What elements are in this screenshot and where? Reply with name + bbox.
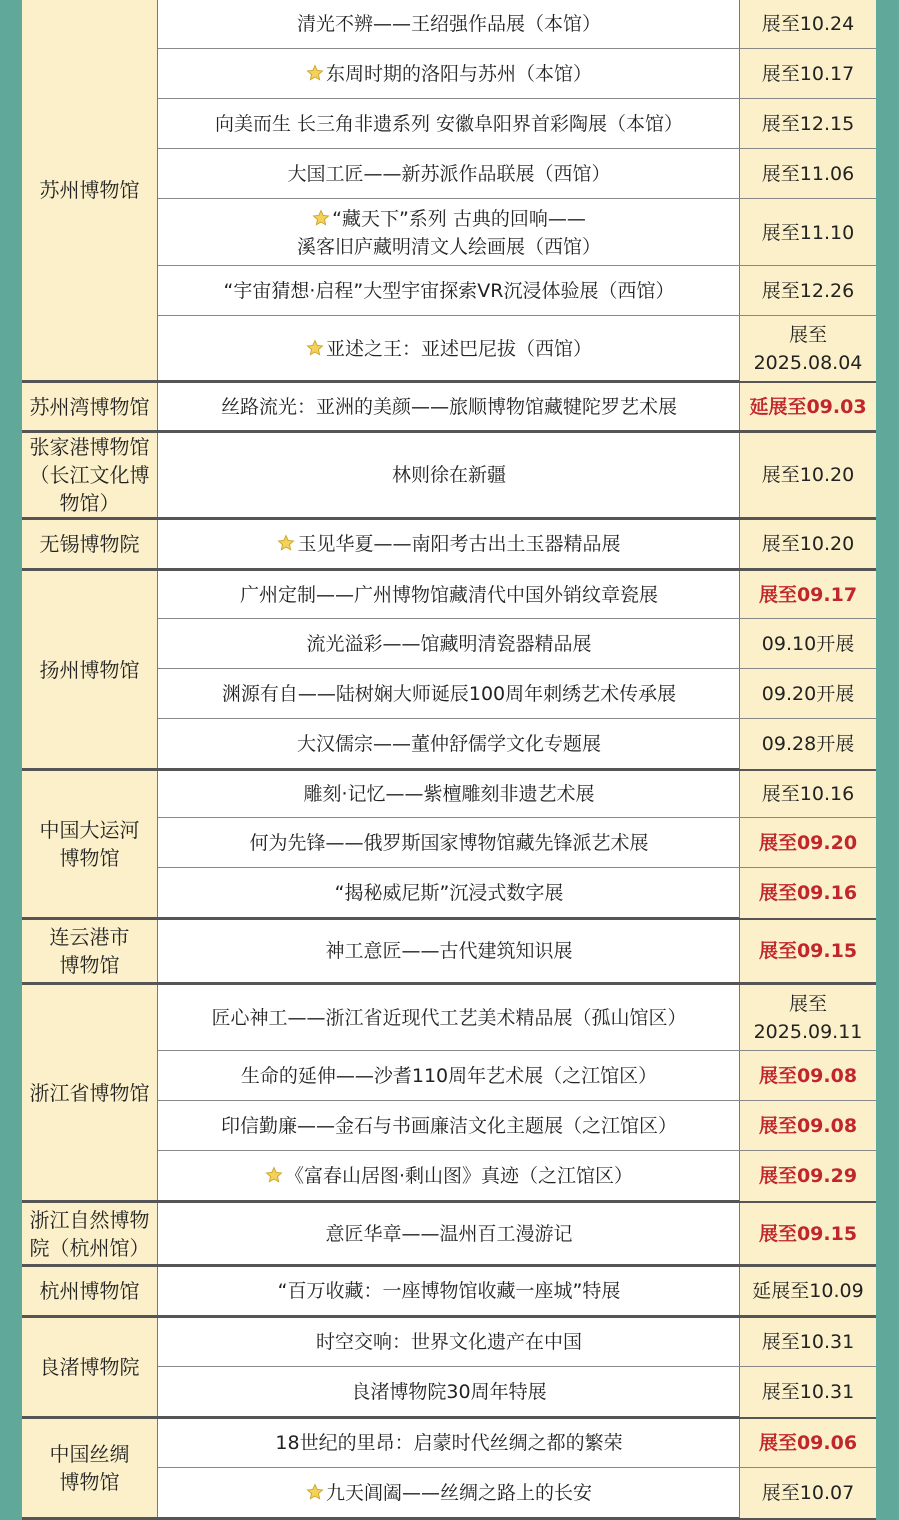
exhibit-title xyxy=(158,1468,740,1518)
exhibit-title-text: 神工意匠——古代建筑知识展 xyxy=(325,940,573,962)
exhibit-date: 展至09.08 xyxy=(739,1101,876,1151)
exhibit-title xyxy=(158,1367,740,1417)
exhibit-date: 展至10.20 xyxy=(739,433,876,517)
exhibit-title-text: 亚述之王：亚述巴尼拔（西馆） xyxy=(325,337,592,360)
exhibit-title xyxy=(158,818,740,868)
exhibit-title xyxy=(158,1267,740,1315)
exhibit-title-text: “宇宙猜想·启程”大型宇宙探索VR沉浸体验展（西馆） xyxy=(223,280,675,302)
exhibit-row xyxy=(158,571,876,618)
exhibit-row xyxy=(158,1100,876,1151)
museum-group xyxy=(22,985,876,1203)
exhibit-title-text: 何为先锋——俄罗斯国家博物馆藏先锋派艺术展 xyxy=(249,832,649,854)
exhibit-title xyxy=(158,669,740,719)
exhibit-title-text: 大汉儒宗——董仲舒儒学文化专题展 xyxy=(296,733,601,755)
exhibit-row xyxy=(158,383,876,430)
museum-name: 浙江自然博物院（杭州馆） xyxy=(22,1203,158,1264)
exhibit-date: 展至10.16 xyxy=(739,771,876,817)
exhibit-date: 展至10.31 xyxy=(739,1318,876,1366)
exhibit-title-text: 印信勤廉——金石与书画廉洁文化主题展（之江馆区） xyxy=(220,1115,677,1137)
exhibit-row xyxy=(158,920,876,982)
exhibit-date: 展至10.20 xyxy=(739,520,876,568)
exhibit-title xyxy=(158,619,740,669)
exhibit-title xyxy=(158,1051,740,1101)
star-icon xyxy=(306,339,324,357)
museum-name: 苏州湾博物馆 xyxy=(22,383,158,430)
exhibit-date: 展至09.08 xyxy=(739,1051,876,1101)
museum-group xyxy=(22,771,876,920)
exhibit-date: 展至10.31 xyxy=(739,1367,876,1417)
exhibit-title xyxy=(158,1101,740,1151)
exhibit-title xyxy=(158,0,740,48)
museum-name: 中国大运河 博物馆 xyxy=(22,771,158,917)
star-icon xyxy=(265,1166,283,1184)
museum-name: 张家港博物馆（长江文化博物馆） xyxy=(22,433,158,517)
exhibit-title xyxy=(158,266,740,316)
museum-group xyxy=(22,383,876,433)
museum-name: 中国丝绸 博物馆 xyxy=(22,1419,158,1517)
exhibit-row xyxy=(158,1419,876,1467)
star-icon xyxy=(277,534,295,552)
exhibit-title xyxy=(158,1419,740,1467)
exhibit-row xyxy=(158,198,876,266)
exhibit-row xyxy=(158,520,876,568)
exhibit-title xyxy=(158,1203,740,1264)
exhibit-title-text: “揭秘威尼斯”沉浸式数字展 xyxy=(334,882,564,904)
exhibit-title-text: 良渚博物院30周年特展 xyxy=(351,1381,547,1403)
exhibit-title xyxy=(158,985,740,1050)
exhibit-row xyxy=(158,1366,876,1417)
exhibit-date: 展至11.06 xyxy=(739,149,876,199)
exhibit-title-text: 雕刻·记忆——紫檀雕刻非遗艺术展 xyxy=(303,783,595,805)
exhibit-row xyxy=(158,433,876,517)
star-icon xyxy=(312,209,330,227)
exhibit-title xyxy=(158,149,740,199)
exhibit-row xyxy=(158,265,876,316)
exhibit-date: 09.28开展 xyxy=(739,719,876,769)
exhibit-row xyxy=(158,985,876,1050)
exhibit-date: 09.10开展 xyxy=(739,619,876,669)
exhibit-title xyxy=(158,433,740,517)
exhibit-title-text: 匠心神工——浙江省近现代工艺美术精品展（孤山馆区） xyxy=(211,1006,687,1029)
exhibit-date: 展至09.15 xyxy=(739,920,876,982)
exhibit-title-text: “藏天下”系列 古典的回响—— 溪客旧庐藏明清文人绘画展（西馆） xyxy=(296,207,601,258)
exhibit-date: 展至09.20 xyxy=(739,818,876,868)
museum-group xyxy=(22,1318,876,1419)
museum-group xyxy=(22,1203,876,1267)
exhibit-row xyxy=(158,48,876,99)
exhibit-row xyxy=(158,668,876,719)
exhibit-row xyxy=(158,718,876,769)
museum-group xyxy=(22,1419,876,1520)
exhibit-row xyxy=(158,1267,876,1315)
exhibit-date: 延展至09.03 xyxy=(739,383,876,430)
exhibit-title-text: 生命的延伸——沙耆110周年艺术展（之江馆区） xyxy=(240,1065,658,1087)
exhibit-title xyxy=(158,99,740,149)
exhibit-title-text: 大国工匠——新苏派作品联展（西馆） xyxy=(287,163,611,185)
exhibit-title xyxy=(158,383,740,430)
museum-group xyxy=(22,1267,876,1318)
exhibit-row xyxy=(158,1050,876,1101)
exhibit-title-text: 时空交响：世界文化遗产在中国 xyxy=(315,1331,582,1353)
exhibit-title xyxy=(158,520,740,568)
museum-name: 苏州博物馆 xyxy=(22,0,158,380)
museum-group xyxy=(22,433,876,520)
exhibit-date: 展至11.10 xyxy=(739,199,876,266)
exhibit-row xyxy=(158,1467,876,1518)
exhibit-title xyxy=(158,868,740,918)
exhibit-title-text: 18世纪的里昂：启蒙时代丝绸之都的繁荣 xyxy=(275,1432,623,1454)
exhibit-date: 展至09.16 xyxy=(739,868,876,918)
museum-name: 无锡博物院 xyxy=(22,520,158,568)
exhibit-row xyxy=(158,618,876,669)
exhibit-row xyxy=(158,1318,876,1366)
exhibit-title-text: 《富春山居图·剩山图》真迹（之江馆区） xyxy=(284,1165,634,1187)
exhibit-row xyxy=(158,148,876,199)
exhibit-row xyxy=(158,0,876,48)
museum-group xyxy=(22,520,876,571)
exhibit-date: 展至 2025.09.11 xyxy=(739,985,876,1050)
exhibit-title-text: 九天阊阖——丝绸之路上的长安 xyxy=(325,1482,592,1504)
exhibit-row xyxy=(158,867,876,918)
exhibit-title xyxy=(158,771,740,817)
exhibit-row xyxy=(158,1150,876,1201)
exhibit-title xyxy=(158,1318,740,1366)
exhibit-title-text: 向美而生 长三角非遗系列 安徽阜阳界首彩陶展（本馆） xyxy=(214,113,684,135)
museum-name: 杭州博物馆 xyxy=(22,1267,158,1315)
exhibit-date: 延展至10.09 xyxy=(739,1267,876,1315)
museum-group xyxy=(22,920,876,985)
exhibit-date: 展至09.06 xyxy=(739,1419,876,1467)
exhibit-date: 展至09.29 xyxy=(739,1151,876,1201)
exhibit-title-text: 丝路流光：亚洲的美颜——旅顺博物馆藏犍陀罗艺术展 xyxy=(220,395,677,418)
exhibit-title xyxy=(158,920,740,982)
exhibit-date: 09.20开展 xyxy=(739,669,876,719)
exhibit-date: 展至10.24 xyxy=(739,0,876,48)
exhibit-title-text: 林则徐在新疆 xyxy=(391,464,506,486)
exhibit-row xyxy=(158,817,876,868)
exhibit-row xyxy=(158,98,876,149)
star-icon xyxy=(306,64,324,82)
museum-name: 连云港市 博物馆 xyxy=(22,920,158,982)
exhibit-title-text: 流光溢彩——馆藏明清瓷器精品展 xyxy=(306,633,592,655)
exhibit-title xyxy=(158,719,740,769)
exhibit-date: 展至09.17 xyxy=(739,571,876,618)
exhibit-date: 展至12.15 xyxy=(739,99,876,149)
exhibit-title-text: 渊源有自——陆树娴大师诞辰100周年刺绣艺术传承展 xyxy=(221,683,677,705)
exhibit-date: 展至10.17 xyxy=(739,49,876,99)
star-icon xyxy=(306,1483,324,1501)
exhibit-title xyxy=(158,49,740,99)
exhibit-title-text: 清光不辨——王绍强作品展（本馆） xyxy=(296,13,601,35)
museum-name: 扬州博物馆 xyxy=(22,571,158,768)
exhibit-title xyxy=(158,199,740,266)
exhibit-date: 展至12.26 xyxy=(739,266,876,316)
exhibit-title xyxy=(158,316,740,381)
exhibit-title-text: 意匠华章——温州百工漫游记 xyxy=(325,1222,573,1245)
exhibit-title xyxy=(158,571,740,618)
museum-name: 良渚博物院 xyxy=(22,1318,158,1416)
exhibit-date: 展至 2025.08.04 xyxy=(739,316,876,381)
exhibit-title-text: 广州定制——广州博物馆藏清代中国外销纹章瓷展 xyxy=(239,583,658,606)
exhibit-title-text: “百万收藏：一座博物馆收藏一座城”特展 xyxy=(277,1280,621,1302)
exhibit-title xyxy=(158,1151,740,1201)
exhibit-row xyxy=(158,1203,876,1264)
museum-group xyxy=(22,571,876,771)
museum-name: 浙江省博物馆 xyxy=(22,985,158,1200)
exhibit-date: 展至09.15 xyxy=(739,1203,876,1264)
exhibit-row xyxy=(158,771,876,817)
exhibit-title-text: 东周时期的洛阳与苏州（本馆） xyxy=(325,63,592,85)
exhibition-table xyxy=(22,0,876,1517)
museum-group xyxy=(22,0,876,383)
exhibit-date: 展至10.07 xyxy=(739,1468,876,1518)
exhibit-row xyxy=(158,315,876,381)
exhibit-title-text: 玉见华夏——南阳考古出土玉器精品展 xyxy=(297,533,621,555)
